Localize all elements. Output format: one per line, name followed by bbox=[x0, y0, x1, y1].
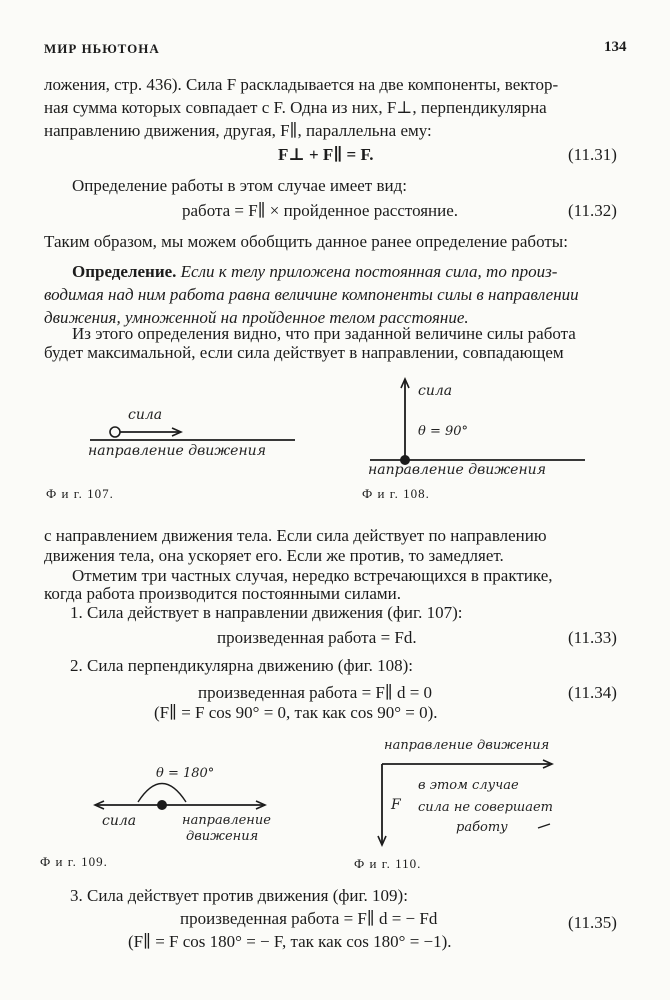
fig110-caption: Ф и г. 110. bbox=[354, 856, 422, 871]
fig107-caption: Ф и г. 107. bbox=[46, 486, 114, 501]
fig110-motion-label: направление движения bbox=[384, 738, 550, 753]
case-1-text: 1. Сила действует в направлении движения (фиг. 107): bbox=[70, 603, 463, 622]
definition-label: Определение. bbox=[72, 262, 177, 281]
equation-11-33: произведенная работа = Fd. bbox=[217, 628, 417, 647]
para-cont-line-4: когда работа производится постоянными силами. bbox=[44, 584, 401, 603]
intro-line-2: ная сумма которых совпадает с F. Одна из них, F⊥, перпендикулярна bbox=[44, 98, 547, 117]
angle-arc bbox=[138, 784, 186, 803]
equation-number-11-31: (11.31) bbox=[568, 145, 617, 164]
equation-11-34: произведенная работа = F∥ d = 0 bbox=[198, 683, 433, 702]
definition-text-1: Если к телу приложена постоянная сила, то произ- bbox=[180, 262, 558, 281]
fig110-note-1: в этом случае bbox=[418, 778, 519, 793]
definition-line-2: водимая над ним работа равна величине компоненты силы в направлении bbox=[44, 285, 579, 304]
fig109-motion-label-2: движения bbox=[186, 829, 259, 844]
fig108-caption: Ф и г. 108. bbox=[362, 486, 430, 501]
flourish-mark bbox=[538, 824, 550, 828]
figure-107-drawing bbox=[80, 395, 310, 475]
equation-number-11-33: (11.33) bbox=[568, 628, 617, 647]
equation-11-31: F⊥ + F∥ = F. bbox=[278, 145, 374, 164]
para-cont-line-3: Отметим три частных случая, нередко встречающихся в практике, bbox=[72, 566, 553, 585]
fig110-note-2: сила не совершает bbox=[418, 800, 553, 815]
work-definition-lead: Определение работы в этом случае имеет вид: bbox=[72, 176, 407, 195]
equation-number-11-32: (11.32) bbox=[568, 201, 617, 220]
case-2-text: 2. Сила перпендикулярна движению (фиг. 108): bbox=[70, 656, 414, 675]
para-cont-line-2: движения тела, она ускоряет его. Если же против, то замедляет. bbox=[44, 546, 504, 565]
definition-line-1 bbox=[72, 262, 557, 282]
case-2-note: (F∥ = F cos 90° = 0, так как cos 90° = 0). bbox=[154, 703, 438, 722]
running-header: МИР НЬЮТОНА bbox=[44, 41, 160, 56]
intro-line-3: направлению движения, другая, F∥, параллельна ему: bbox=[44, 121, 432, 140]
fig109-angle-label: θ = 180° bbox=[156, 766, 215, 781]
fig110-note-3: работу bbox=[456, 820, 508, 835]
para-max-line-2: будет максимальной, если сила действует в направлении, совпадающем bbox=[44, 343, 564, 362]
fig108-force-label: сила bbox=[418, 383, 453, 399]
fig110-force-symbol: F bbox=[391, 797, 401, 813]
para-max-line-1: Из этого определения видно, что при заданной величине силы работа bbox=[72, 324, 576, 343]
body-dot bbox=[157, 800, 167, 810]
equation-11-32: работа = F∥ × пройденное расстояние. bbox=[182, 201, 459, 220]
body-circle bbox=[110, 427, 120, 437]
fig109-force-label: сила bbox=[102, 813, 137, 829]
case-3-note: (F∥ = F cos 180° = − F, так как cos 180° = −1). bbox=[128, 932, 452, 951]
intro-line-1: ложения, стр. 436). Сила F раскладывается на две компоненты, вектор- bbox=[44, 75, 559, 94]
definition-line-3: движения, умноженной на пройденное телом расстояние. bbox=[44, 308, 469, 327]
figure-108-drawing bbox=[360, 378, 610, 468]
fig109-motion-label-1: направление bbox=[182, 813, 271, 828]
equation-11-35: произведенная работа = F∥ d = − Fd bbox=[180, 909, 438, 928]
fig109-caption: Ф и г. 109. bbox=[40, 854, 108, 869]
equation-number-11-34: (11.34) bbox=[568, 683, 617, 702]
para-cont-line-1: с направлением движения тела. Если сила действует по направлению bbox=[44, 526, 547, 545]
case-3-text: 3. Сила действует против движения (фиг. 109): bbox=[70, 886, 408, 905]
fig108-motion-label: направление движения bbox=[368, 462, 546, 478]
fig107-force-label: сила bbox=[128, 407, 163, 423]
generalize-sentence: Таким образом, мы можем обобщить данное ранее определение работы: bbox=[44, 232, 568, 251]
fig108-angle-label: θ = 90° bbox=[418, 424, 469, 439]
equation-number-11-35: (11.35) bbox=[568, 913, 617, 932]
fig107-motion-label: направление движения bbox=[88, 443, 266, 459]
page-number: 134 bbox=[604, 39, 627, 55]
